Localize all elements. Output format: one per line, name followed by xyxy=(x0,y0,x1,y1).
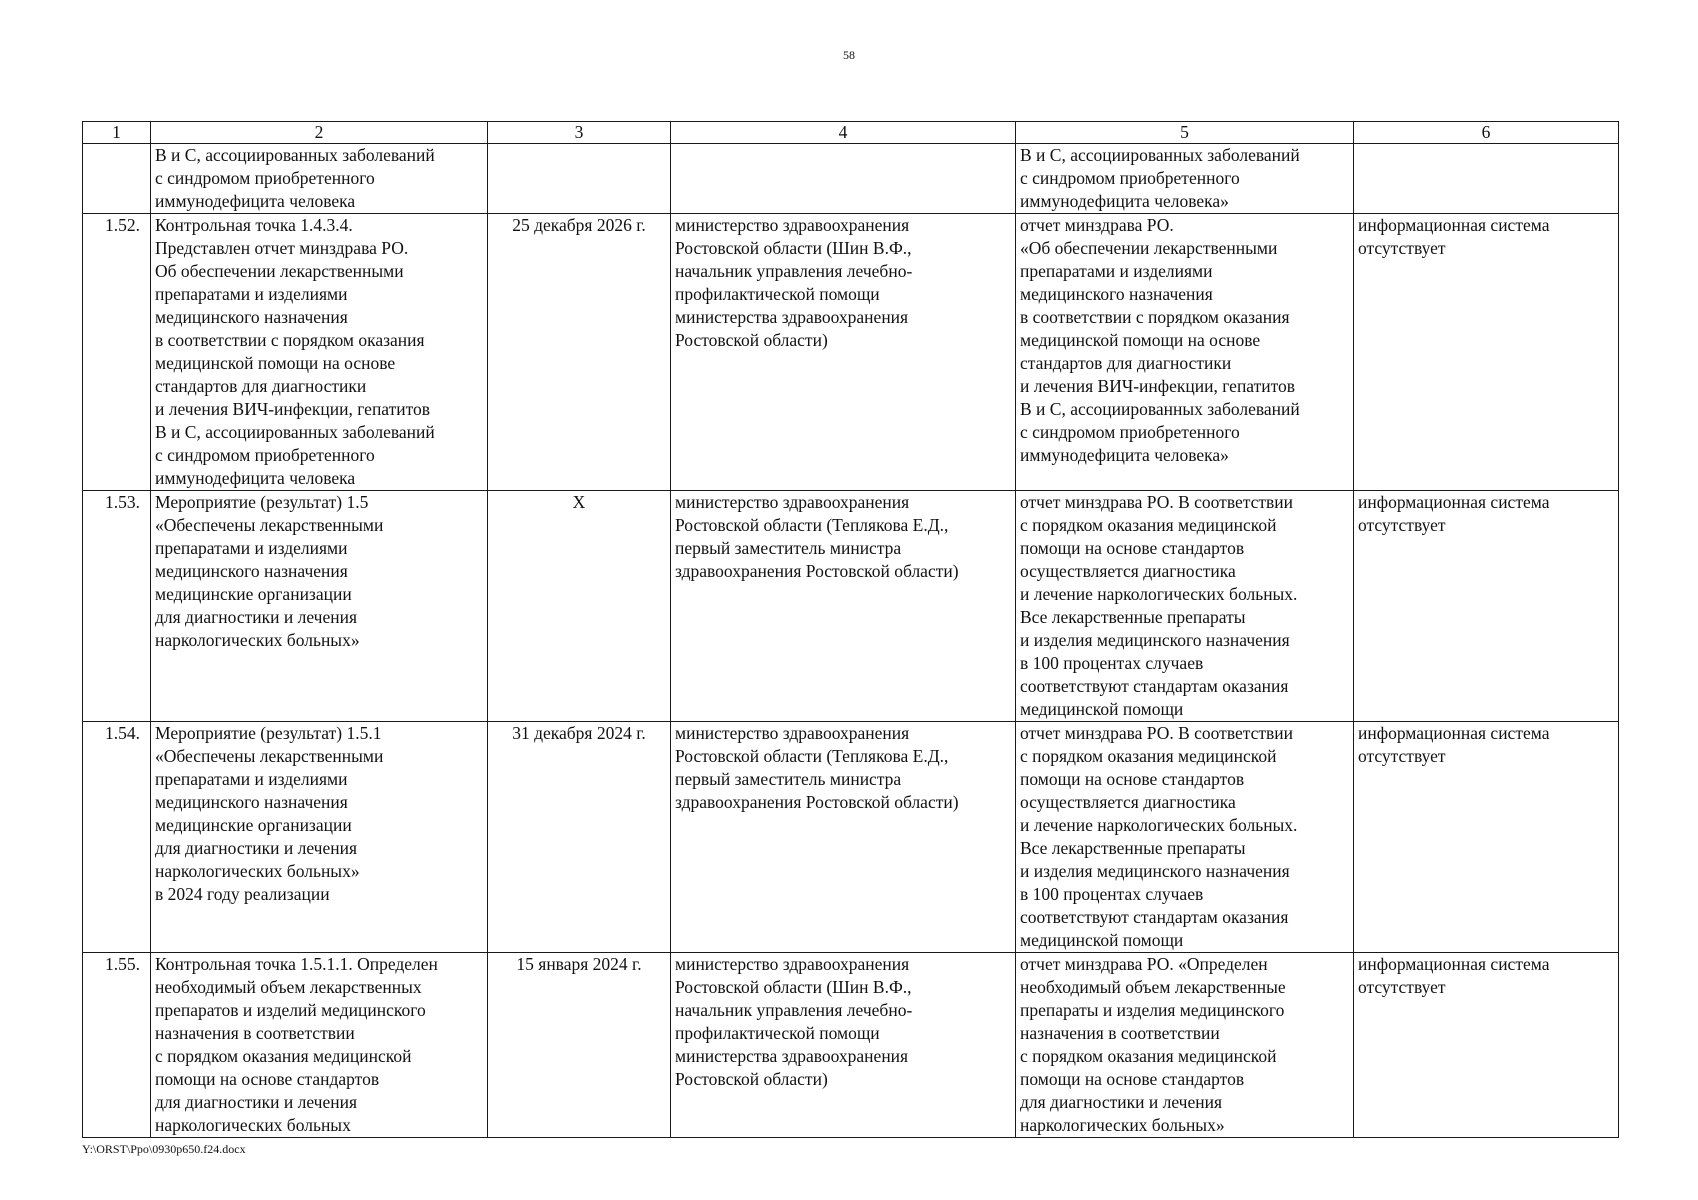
column-header: 4 xyxy=(671,122,1016,144)
row-system: информационная система отсутствует xyxy=(1354,491,1619,722)
row-responsible: министерство здравоохранения Ростовской области (Теплякова Е.Д., первый заместитель министра здравоохранения Ростовской области) xyxy=(671,491,1016,722)
table-row xyxy=(83,214,1619,491)
table-row xyxy=(83,491,1619,722)
row-number: 1.52. xyxy=(83,214,151,491)
row-name: Мероприятие (результат) 1.5.1 «Обеспечены лекарственными препаратами и изделиями медицинского назначения медицинские организации для диагностики и лечения наркологических больных» в 2024 году реализации xyxy=(151,722,488,953)
row-date: 25 декабря 2026 г. xyxy=(488,214,671,491)
row-system: информационная система отсутствует xyxy=(1354,214,1619,491)
row-result: отчет минздрава РО. «Об обеспечении лекарственными препаратами и изделиями медицинского назначения в соответствии с порядком оказания медицинской помощи на основе стандартов для диагностики и лечения ВИЧ-инфекции, гепатитов В и С, ассоциированных заболеваний с синдромом приобретенного иммунодефицита человека» xyxy=(1016,214,1354,491)
row-result: отчет минздрава РО. В соответствии с порядком оказания медицинской помощи на основе стандартов осуществляется диагностика и лечение наркологических больных. Все лекарственные препараты и изделия медицинского назначения в 100 процентах случаев соответствуют стандартам оказания медицинской помощи xyxy=(1016,491,1354,722)
row-name: В и С, ассоциированных заболеваний с синдромом приобретенного иммунодефицита человека xyxy=(151,144,488,214)
column-header: 5 xyxy=(1016,122,1354,144)
row-system: информационная система отсутствует xyxy=(1354,953,1619,1138)
plan-table xyxy=(82,121,1619,1138)
footer-file-path: Y:\ORST\Ppo\0930p650.f24.docx xyxy=(82,1142,246,1156)
row-result: отчет минздрава РО. В соответствии с порядком оказания медицинской помощи на основе стандартов осуществляется диагностика и лечение наркологических больных. Все лекарственные препараты и изделия медицинского назначения в 100 процентах случаев соответствуют стандартам оказания медицинской помощи xyxy=(1016,722,1354,953)
row-responsible: министерство здравоохранения Ростовской области (Шин В.Ф., начальник управления лечебно- профилактической помощи министерства здравоохранения Ростовской области) xyxy=(671,214,1016,491)
column-header: 3 xyxy=(488,122,671,144)
row-date xyxy=(488,144,671,214)
column-header: 1 xyxy=(83,122,151,144)
column-header: 2 xyxy=(151,122,488,144)
page-number: 58 xyxy=(843,48,855,62)
row-result: отчет минздрава РО. «Определен необходимый объем лекарственные препараты и изделия медицинского назначения в соответствии с порядком оказания медицинской помощи на основе стандартов для диагностики и лечения наркологических больных» xyxy=(1016,953,1354,1138)
row-date: Х xyxy=(488,491,671,722)
row-number xyxy=(83,144,151,214)
row-name: Контрольная точка 1.4.3.4. Представлен отчет минздрава РО. Об обеспечении лекарственными препаратами и изделиями медицинского назначения в соответствии с порядком оказания медицинской помощи на основе стандартов для диагностики и лечения ВИЧ-инфекции, гепатитов В и С, ассоциированных заболеваний с синдромом приобретенного иммунодефицита человека xyxy=(151,214,488,491)
row-name: Контрольная точка 1.5.1.1. Определен необходимый объем лекарственных препаратов и изделий медицинского назначения в соответствии с порядком оказания медицинской помощи на основе стандартов для диагностики и лечения наркологических больных xyxy=(151,953,488,1138)
table-row xyxy=(83,144,1619,214)
row-number: 1.54. xyxy=(83,722,151,953)
row-result: В и С, ассоциированных заболеваний с синдромом приобретенного иммунодефицита человека» xyxy=(1016,144,1354,214)
row-system: информационная система отсутствует xyxy=(1354,722,1619,953)
row-system xyxy=(1354,144,1619,214)
row-responsible: министерство здравоохранения Ростовской области (Шин В.Ф., начальник управления лечебно- профилактической помощи министерства здравоохранения Ростовской области) xyxy=(671,953,1016,1138)
row-number: 1.53. xyxy=(83,491,151,722)
row-responsible xyxy=(671,144,1016,214)
row-number: 1.55. xyxy=(83,953,151,1138)
table-header-row xyxy=(83,122,1619,144)
row-responsible: министерство здравоохранения Ростовской области (Теплякова Е.Д., первый заместитель министра здравоохранения Ростовской области) xyxy=(671,722,1016,953)
column-header: 6 xyxy=(1354,122,1619,144)
table-row xyxy=(83,722,1619,953)
row-date: 31 декабря 2024 г. xyxy=(488,722,671,953)
table-row xyxy=(83,953,1619,1138)
row-date: 15 января 2024 г. xyxy=(488,953,671,1138)
row-name: Мероприятие (результат) 1.5 «Обеспечены лекарственными препаратами и изделиями медицинского назначения медицинские организации для диагностики и лечения наркологических больных» xyxy=(151,491,488,722)
